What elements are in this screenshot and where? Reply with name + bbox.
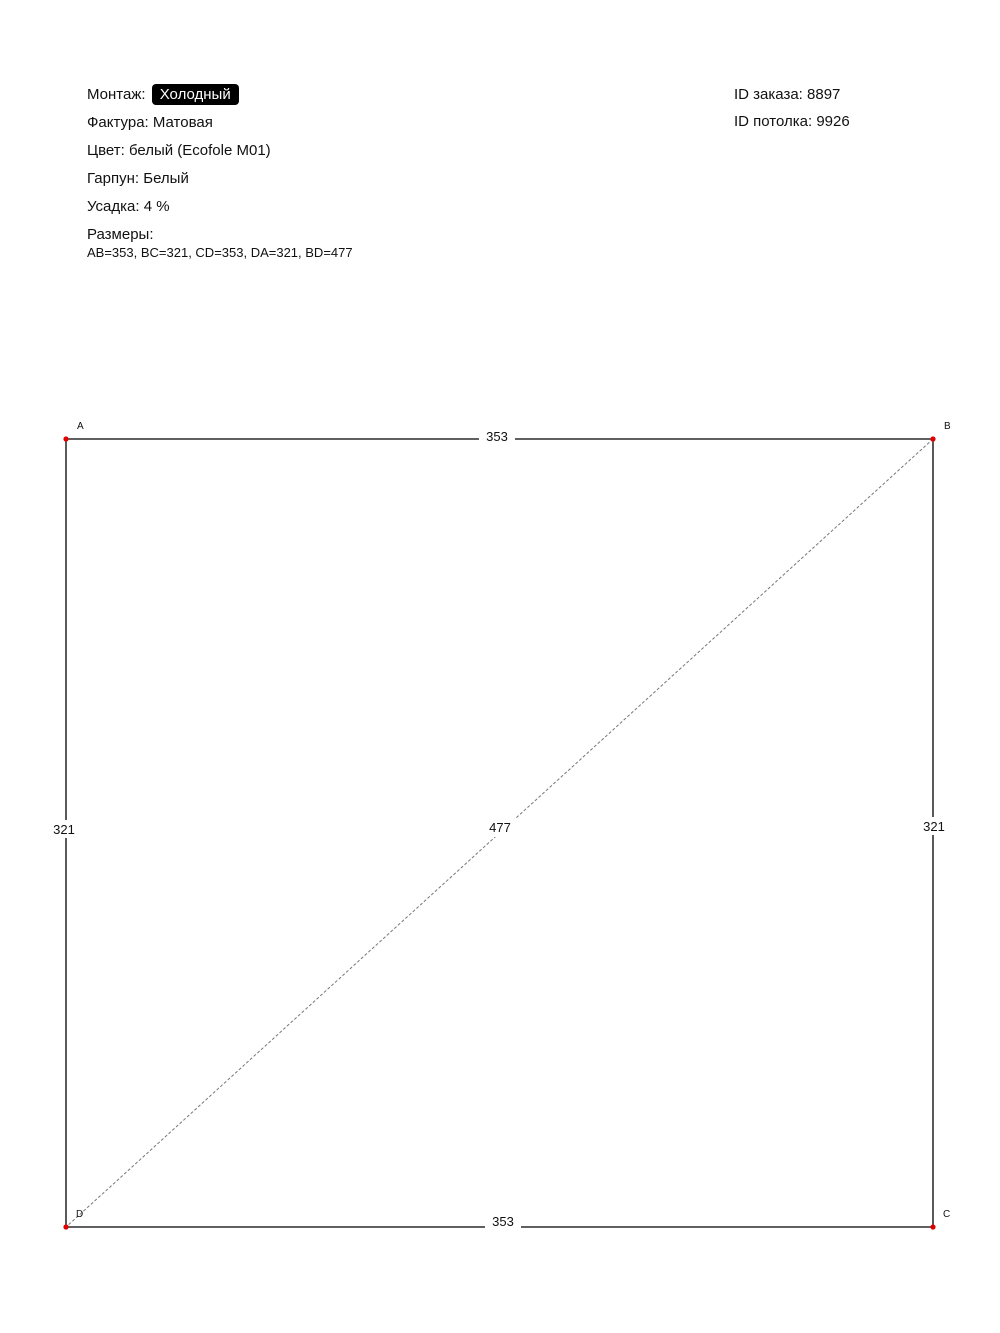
texture-value: Матовая — [152, 114, 213, 131]
harpoon-value: Белый — [143, 170, 189, 187]
vertex-a-label: A — [77, 421, 84, 432]
vertex-c-dot — [930, 1224, 935, 1229]
color-label: Цвет: — [87, 142, 125, 159]
sizes-values: AB=353, BC=321, CD=353, DA=321, BD=477 — [87, 245, 353, 260]
vertex-d-dot — [63, 1224, 68, 1229]
color-value: белый (Ecofole M01) — [128, 142, 271, 159]
vertex-d-label: D — [76, 1209, 84, 1220]
edge-ab-length: 353 — [486, 429, 508, 444]
diagonal-bd-length: 477 — [489, 820, 511, 835]
vertex-c-label: C — [943, 1209, 951, 1220]
ceiling-id-value: 9926 — [816, 113, 850, 130]
vertex-b-label: B — [944, 421, 951, 432]
order-id-label: ID заказа: — [734, 86, 803, 103]
shrink-label: Усадка: — [87, 198, 140, 215]
order-id-value: 8897 — [807, 86, 841, 103]
sizes-label: Размеры: — [87, 226, 154, 243]
texture-label: Фактура: — [87, 114, 149, 131]
vertex-a-dot — [63, 436, 68, 441]
mount-badge: Холодный — [152, 84, 239, 105]
shrink-value: 4 % — [143, 198, 170, 215]
vertex-b-dot — [930, 436, 935, 441]
harpoon-label: Гарпун: — [87, 170, 140, 187]
mount-label: Монтаж: — [87, 86, 146, 103]
edge-cd-length: 353 — [492, 1214, 514, 1229]
edge-da-length: 321 — [53, 822, 75, 837]
ceiling-id-label: ID потолка: — [734, 113, 813, 130]
edge-bc-length: 321 — [923, 819, 945, 834]
